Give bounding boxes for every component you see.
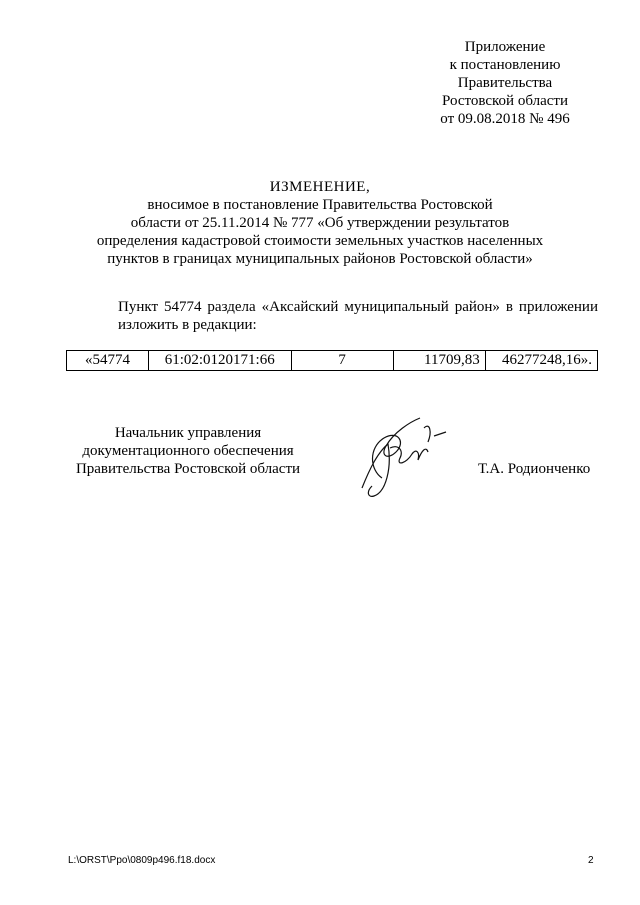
signer-name: Т.А. Родионченко (478, 461, 591, 477)
appendix-line-5: от 09.08.2018 № 496 (440, 111, 570, 127)
table-cell-total-value: 46277248,16». (485, 351, 597, 371)
appendix-line-1: Приложение (464, 39, 546, 55)
footer-file-path: L:\ORST\Ppo\0809p496.f18.docx (68, 855, 216, 866)
appendix-line-2: к постановлению (449, 57, 561, 73)
signer-line-1: Начальник управления (114, 425, 262, 441)
signer-line-2: документационного обеспечения (82, 443, 294, 459)
table-row (67, 351, 598, 371)
table-cell-code: 7 (291, 351, 393, 371)
footer-page-number: 2 (588, 855, 594, 866)
title-line-1: вносимое в постановление Правительства Ростовской (147, 197, 493, 213)
document-title-block (95, 178, 545, 268)
appendix-header (405, 38, 605, 128)
body-paragraph-text: Пункт 54774 раздела «Аксайский муниципальный район» в приложении изложить в редакции: (118, 299, 598, 333)
title-line-2: области от 25.11.2014 № 777 «Об утверждении результатов (130, 215, 510, 231)
document-heading: ИЗМЕНЕНИЕ, (269, 179, 371, 195)
signer-position (68, 424, 308, 478)
table-cell-item: «54774 (67, 351, 149, 371)
table-cell-cadastral-number: 61:02:0120171:66 (148, 351, 291, 371)
table-cell-specific-value: 11709,83 (393, 351, 485, 371)
title-line-3: определения кадастровой стоимости земельных участков населенных (96, 233, 544, 249)
signer-line-3: Правительства Ростовской области (75, 461, 301, 477)
appendix-line-4: Ростовской области (442, 93, 568, 109)
appendix-line-3: Правительства (457, 75, 553, 91)
title-line-4: пунктов в границах муниципальных районов Ростовской области» (107, 251, 533, 267)
cadastral-table (66, 350, 598, 371)
handwritten-signature (340, 408, 450, 503)
body-paragraph (68, 298, 598, 334)
